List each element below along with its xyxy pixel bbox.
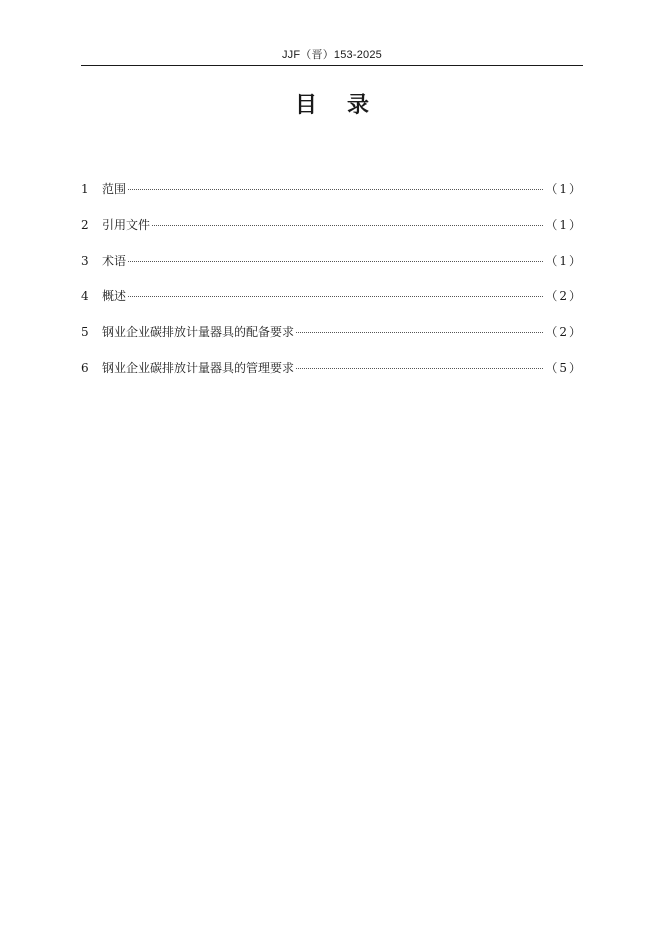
- page-title: 目录: [294, 93, 399, 118]
- toc-entry-title: 术语: [102, 253, 127, 268]
- toc-dot-leader: [128, 296, 543, 297]
- toc-entry-number: 3: [81, 253, 89, 268]
- toc-dot-leader: [296, 368, 543, 369]
- toc-entry-page: （1）: [545, 253, 583, 268]
- toc-entry-page: （5）: [545, 360, 583, 375]
- toc-entry[interactable]: [81, 323, 583, 359]
- toc-entry-number: 5: [81, 325, 89, 340]
- toc-dot-leader: [296, 332, 543, 333]
- toc-entry-title: 引用文件: [102, 217, 151, 232]
- toc-entry-number: 1: [81, 182, 89, 196]
- toc-entry-title: 范围: [102, 182, 127, 196]
- toc-entry-number: 6: [81, 360, 89, 375]
- toc-entry-number: 4: [81, 289, 89, 304]
- toc-entry[interactable]: [81, 216, 583, 252]
- toc-entry-page: （1）: [545, 217, 583, 232]
- toc-entry-number: 2: [81, 217, 89, 232]
- toc-entry-title: 钢业企业碳排放计量器具的配备要求: [102, 325, 295, 340]
- toc-entry[interactable]: [81, 180, 583, 216]
- toc-entry-page: （2）: [545, 325, 583, 340]
- toc-entry[interactable]: [81, 252, 583, 288]
- toc-entry-page: （1）: [545, 182, 583, 196]
- toc-dot-leader: [152, 225, 543, 226]
- toc-entry-title: 概述: [102, 289, 127, 304]
- toc-entry-title: 钢业企业碳排放计量器具的管理要求: [102, 360, 295, 375]
- toc-entry[interactable]: [81, 287, 583, 323]
- table-of-contents: [81, 180, 583, 395]
- toc-dot-leader: [128, 261, 543, 262]
- toc-entry[interactable]: [81, 359, 583, 395]
- toc-dot-leader: [128, 189, 543, 190]
- header-rule: [81, 65, 583, 66]
- document-code-header: JJF（晋）153-2025: [281, 49, 382, 61]
- toc-entry-page: （2）: [545, 289, 583, 304]
